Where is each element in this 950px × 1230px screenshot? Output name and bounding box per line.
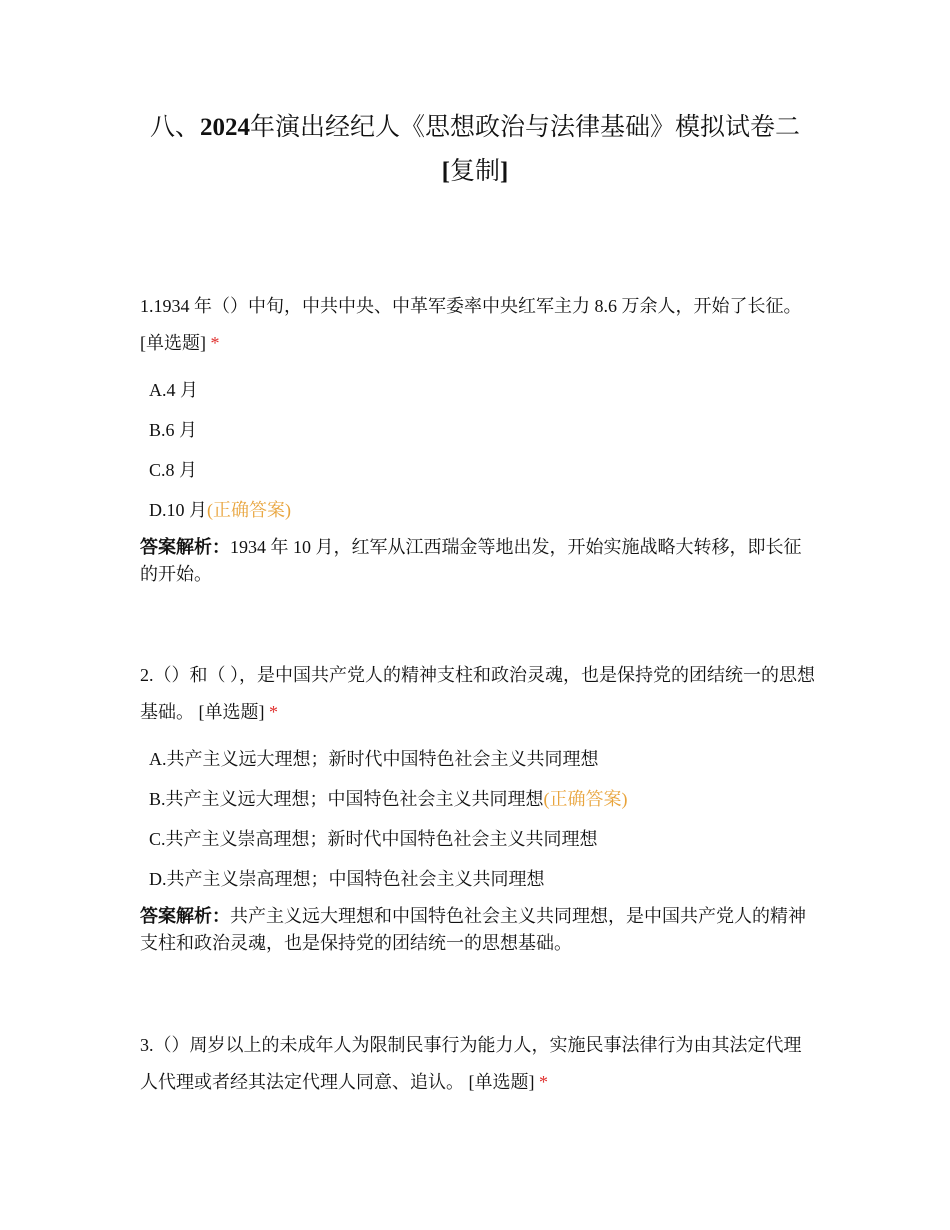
question-2 bbox=[140, 657, 815, 957]
question-type: [单选题] bbox=[198, 702, 265, 722]
copy-bracket-close: ] bbox=[500, 158, 509, 185]
analysis-label: 答案解析： bbox=[140, 906, 230, 926]
title-main: 年演出经纪人《思想政治与法律基础》模拟试卷二 bbox=[250, 114, 801, 141]
option-b[interactable] bbox=[140, 779, 815, 819]
option-list bbox=[140, 370, 815, 530]
option-text: A.4 月 bbox=[149, 380, 198, 400]
question-stem bbox=[140, 288, 815, 362]
option-text: B.6 月 bbox=[149, 420, 198, 440]
analysis-text: 1934 年 10 月，红军从江西瑞金等地出发，开始实施战略大转移，即长征的开始。 bbox=[140, 537, 802, 584]
option-a[interactable] bbox=[140, 739, 815, 779]
question-type: [单选题] bbox=[468, 1072, 535, 1092]
required-mark: * bbox=[269, 702, 278, 722]
question-3 bbox=[140, 1027, 815, 1101]
option-list bbox=[140, 739, 815, 899]
question-text: 2.（）和（ ），是中国共产党人的精神支柱和政治灵魂，也是保持党的团结统一的思想基础。 bbox=[140, 665, 815, 722]
answer-analysis bbox=[140, 534, 815, 588]
option-text: A.共产主义远大理想；新时代中国特色社会主义共同理想 bbox=[149, 749, 599, 769]
option-d[interactable] bbox=[140, 490, 815, 530]
question-text: 3.（）周岁以上的未成年人为限制民事行为能力人，实施民事法律行为由其法定代理人代理或者经其法定代理人同意、追认。 bbox=[140, 1035, 802, 1092]
option-c[interactable] bbox=[140, 450, 815, 490]
question-stem bbox=[140, 657, 815, 731]
required-mark: * bbox=[210, 333, 220, 353]
option-d[interactable] bbox=[140, 859, 815, 899]
copy-link[interactable]: 复制 bbox=[449, 158, 500, 185]
option-text: D.10 月 bbox=[149, 500, 207, 520]
analysis-label: 答案解析： bbox=[140, 537, 230, 557]
question-type: [单选题] bbox=[140, 333, 206, 353]
option-c[interactable] bbox=[140, 819, 815, 859]
question-1 bbox=[140, 288, 815, 588]
option-text: C.8 月 bbox=[149, 460, 198, 480]
title-prefix: 八、 bbox=[149, 114, 200, 141]
analysis-text: 共产主义远大理想和中国特色社会主义共同理想，是中国共产党人的精神支柱和政治灵魂，也是保持党的团结统一的思想基础。 bbox=[140, 906, 806, 953]
option-text: B.共产主义远大理想；中国特色社会主义共同理想 bbox=[149, 789, 544, 809]
page-title bbox=[100, 106, 850, 194]
required-mark: * bbox=[539, 1072, 548, 1092]
option-text: C.共产主义崇高理想；新时代中国特色社会主义共同理想 bbox=[149, 829, 598, 849]
copy-bracket-open: [ bbox=[441, 158, 450, 185]
option-a[interactable] bbox=[140, 370, 815, 410]
option-b[interactable] bbox=[140, 410, 815, 450]
question-text: 1.1934 年（）中旬，中共中央、中革军委率中央红军主力 8.6 万余人，开始了长征。 bbox=[140, 296, 802, 316]
correct-answer-label: (正确答案) bbox=[543, 789, 628, 809]
option-text: D.共产主义崇高理想；中国特色社会主义共同理想 bbox=[149, 869, 545, 889]
title-year: 2024 bbox=[200, 114, 250, 141]
correct-answer-label: (正确答案) bbox=[207, 500, 291, 520]
question-stem bbox=[140, 1027, 815, 1101]
answer-analysis bbox=[140, 903, 815, 957]
